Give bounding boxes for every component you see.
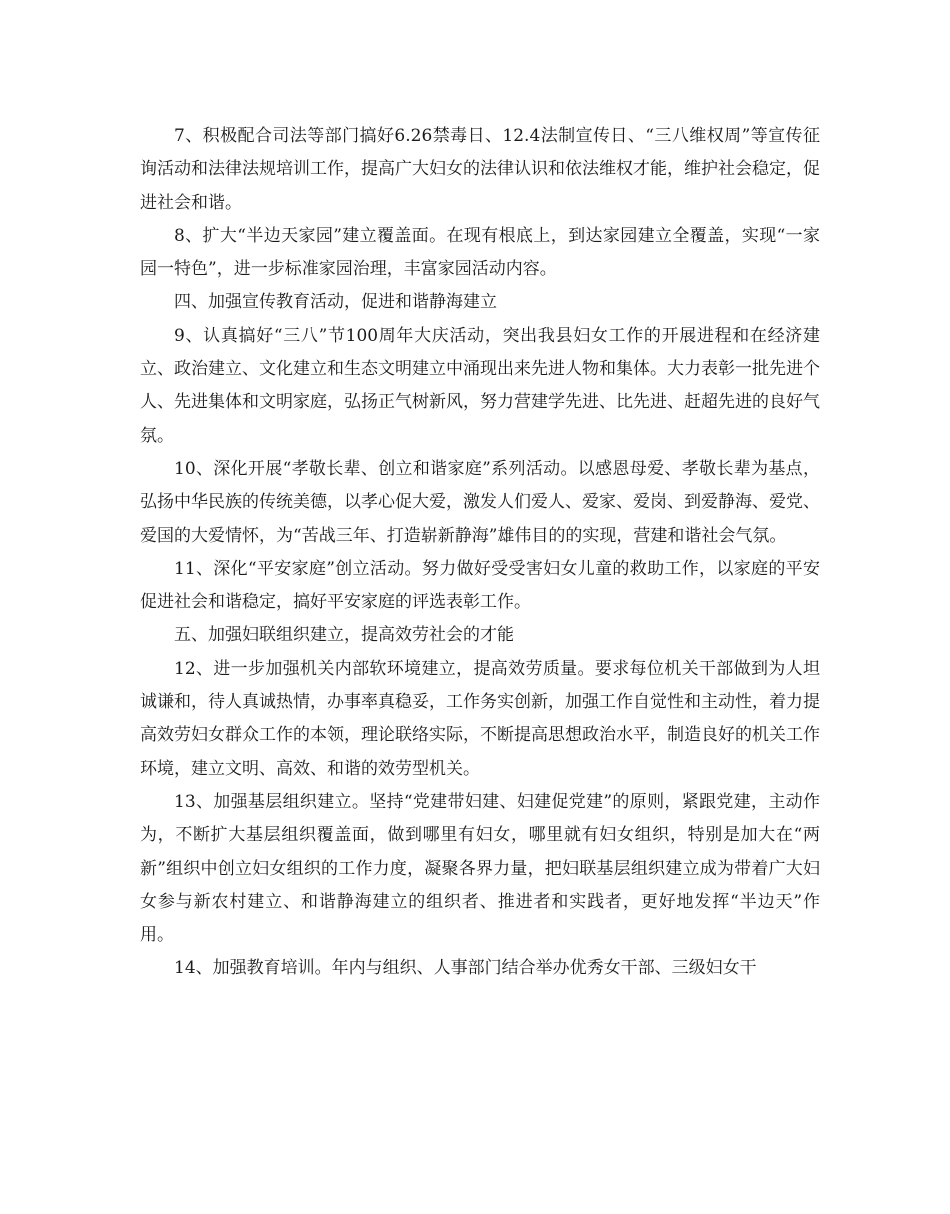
paragraph-14: 14、加强教育培训。年内与组织、人事部门结合举办优秀女干部、三级妇女干 bbox=[174, 958, 757, 979]
paragraph-11: 11、深化“平安家庭”创立活动。努力做好受受害妇女儿童的救助工作，以家庭的平安促进社会和谐稳定，搞好平安家庭的评选表彰工作。 bbox=[140, 558, 820, 613]
paragraph-9: 9、认真搞好“三八”节100周年大庆活动，突出我县妇女工作的开展进程和在经济建立、政治建立、文化建立和生态文明建立中涌现出来先进人物和集体。大力表彰一批先进个人、先进集体和文明家庭，弘扬正气树新风，努力营建学先进、比先进、赶超先进的良好气氛。 bbox=[140, 325, 820, 446]
paragraph-10: 10、深化开展“孝敬长辈、创立和谐家庭”系列活动。以感恩母爱、孝敬长辈为基点，弘扬中华民族的传统美德，以孝心促大爱，激发人们爱人、爱家、爱岗、到爱静海、爱党、爱国的大爱情怀，为“苦战三年、打造崭新静海”雄伟目的的实现，营建和谐社会气氛。 bbox=[140, 458, 820, 546]
paragraph-12: 12、进一步加强机关内部软环境建立，提高效劳质量。要求每位机关干部做到为人坦诚谦和，待人真诚热情，办事率真稳妥，工作务实创新，加强工作自觉性和主动性，着力提高效劳妇女群众工作的本领，理论联络实际，不断提高思想政治水平，制造良好的机关工作环境，建立文明、高效、和谐的效劳型机关。 bbox=[140, 658, 820, 779]
paragraph-13: 13、加强基层组织建立。坚持“党建带妇建、妇建促党建”的原则，紧跟党建，主动作为，不断扩大基层组织覆盖面，做到哪里有妇女，哪里就有妇女组织，特别是加大在“两新”组织中创立妇女组织的工作力度，凝聚各界力量，把妇联基层组织建立成为带着广大妇女参与新农村建立、和谐静海建立的组织者、推进者和实践者，更好地发挥“半边天”作用。 bbox=[140, 791, 820, 946]
section-heading-5: 五、加强妇联组织建立，提高效劳社会的才能 bbox=[174, 625, 514, 646]
paragraph-8: 8、扩大“半边天家园”建立覆盖面。在现有根底上，到达家园建立全覆盖，实现“一家园一特色”，进一步标准家园治理，丰富家园活动内容。 bbox=[140, 225, 820, 280]
paragraph-7: 7、积极配合司法等部门搞好6.26禁毒日、12.4法制宣传日、“三八维权周”等宣传征询活动和法律法规培训工作，提高广大妇女的法律认识和依法维权才能，维护社会稳定，促进社会和谐。 bbox=[140, 126, 820, 213]
section-heading-4: 四、加强宣传教育活动，促进和谐静海建立 bbox=[174, 292, 497, 313]
document-body bbox=[140, 120, 820, 986]
